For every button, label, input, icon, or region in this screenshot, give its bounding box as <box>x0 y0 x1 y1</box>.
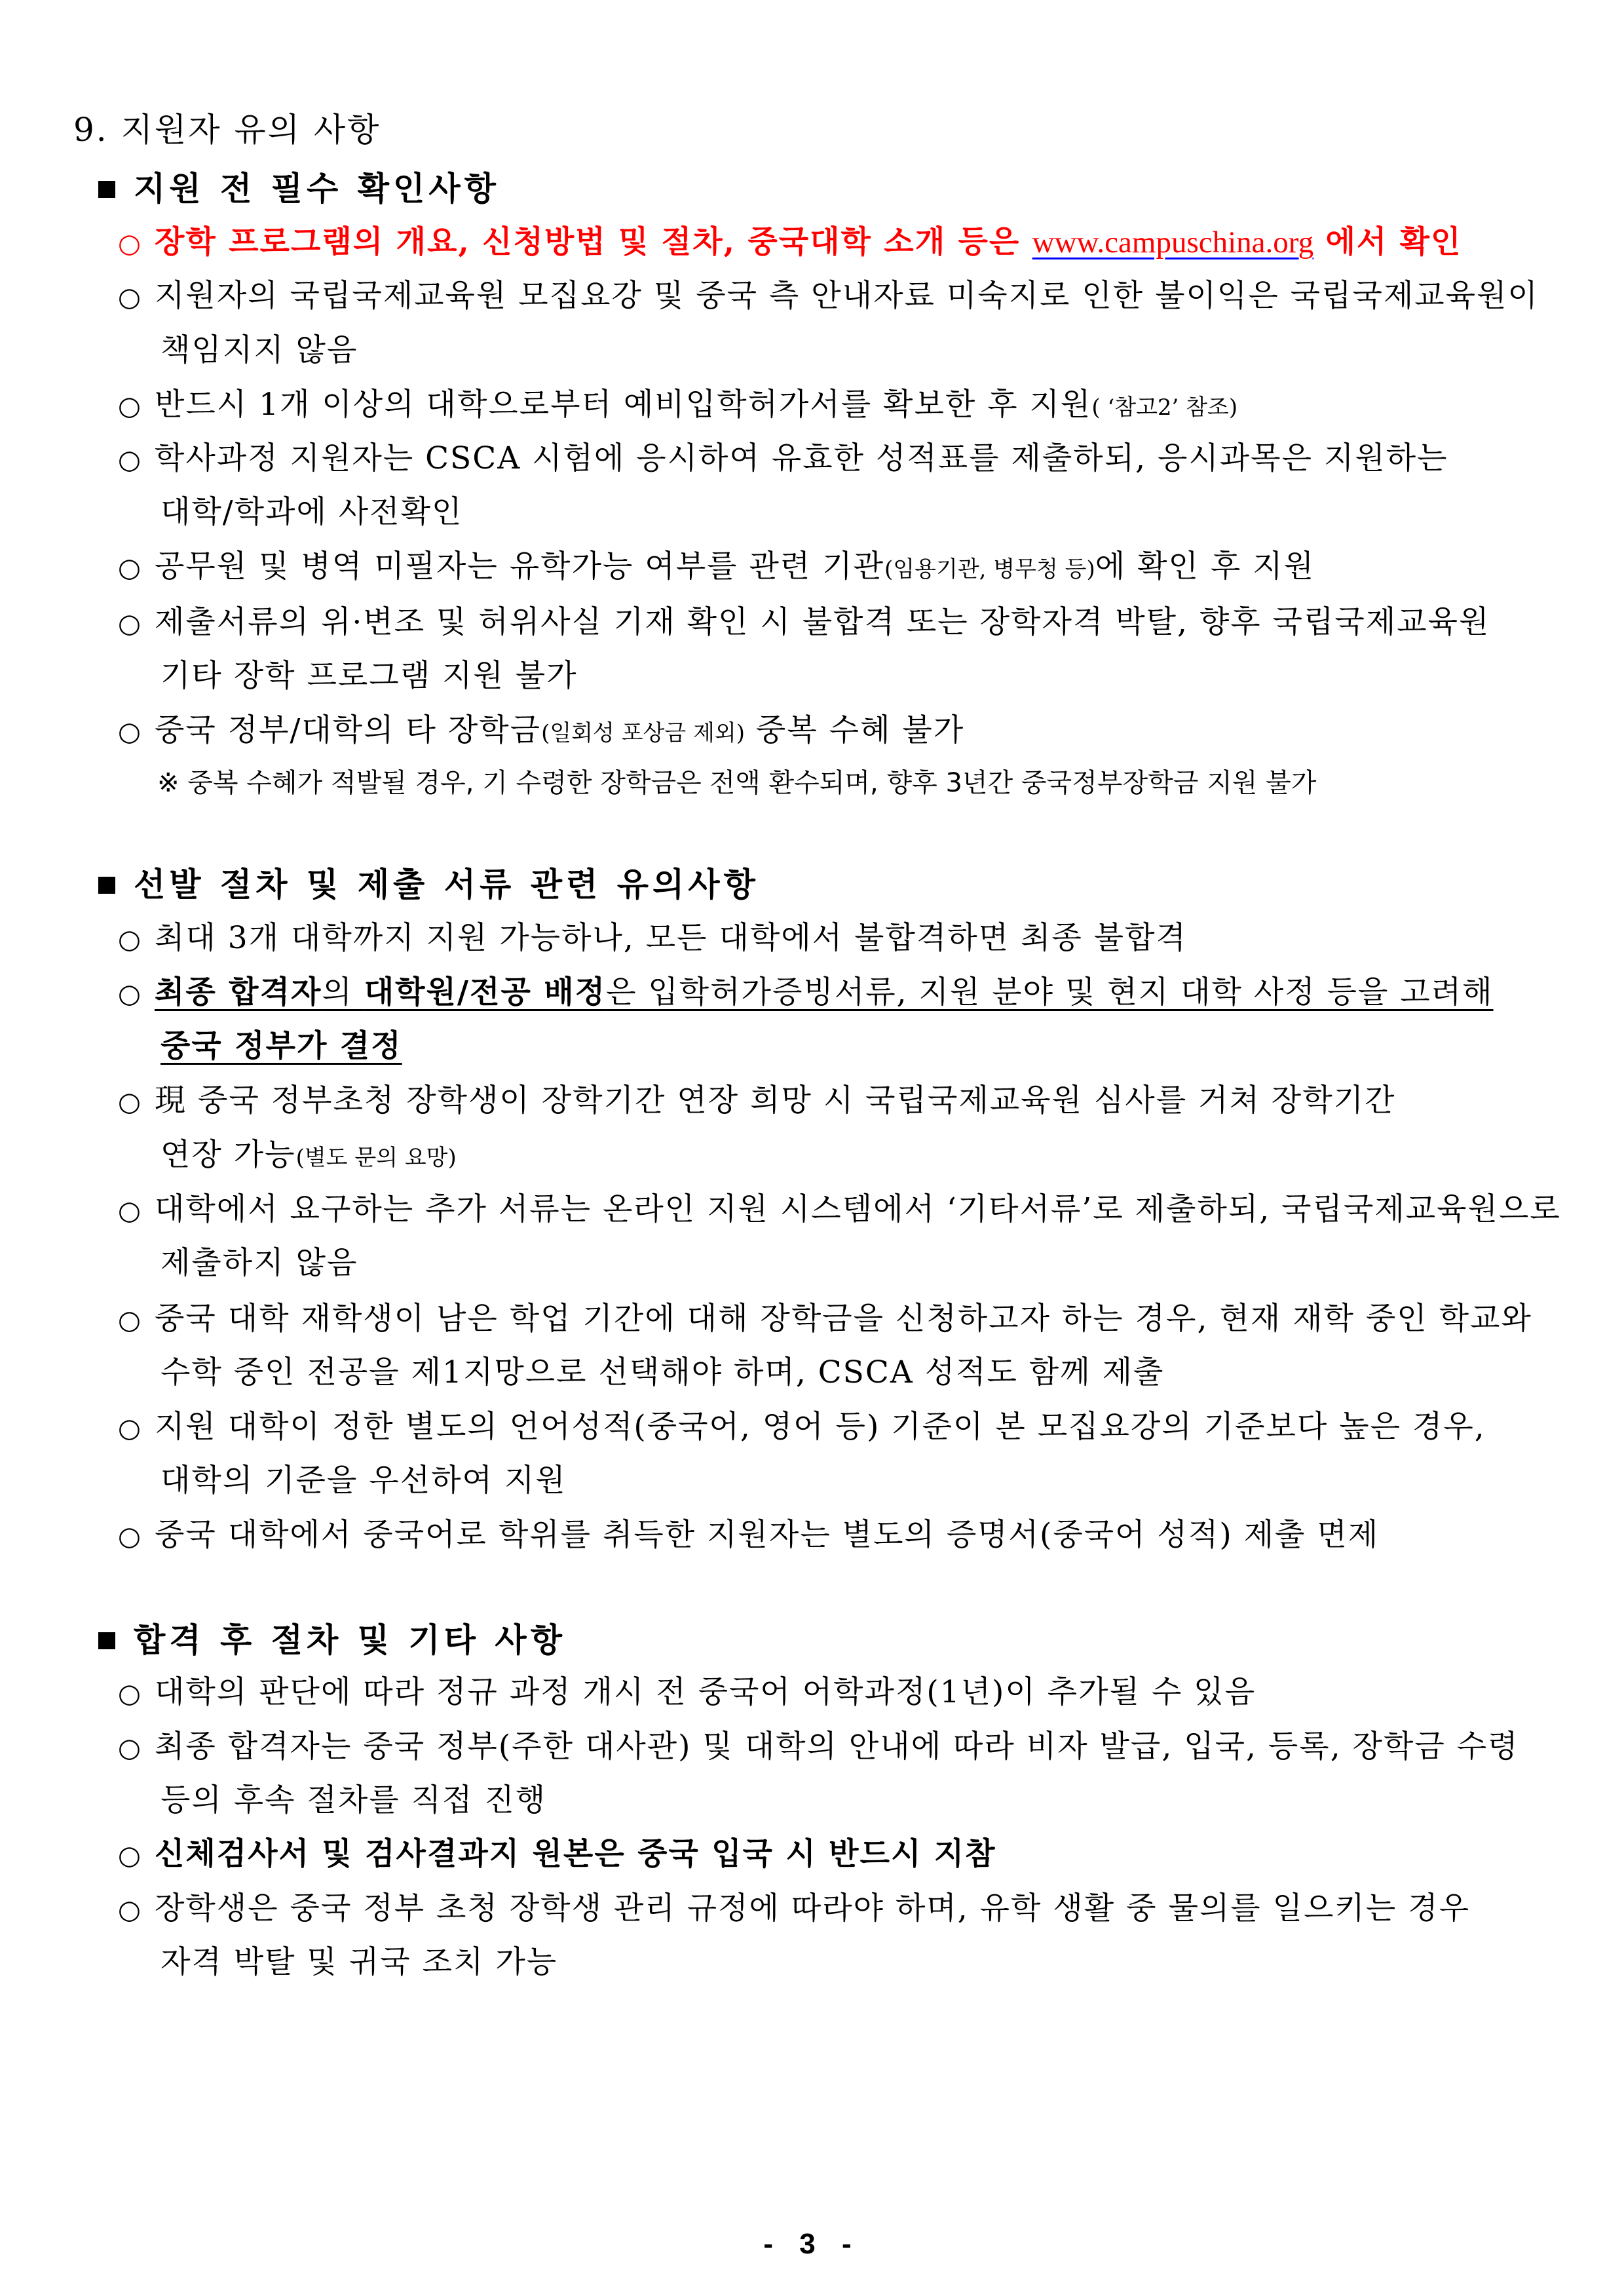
page-title: 9. 지원자 유의 사항 <box>73 111 381 149</box>
circle-bullet-icon: ○ <box>118 282 142 313</box>
list-item-continuation: 대학/학과에 사전확인 <box>161 494 463 530</box>
circle-bullet-icon: ○ <box>118 1895 142 1925</box>
list-item-continuation: 연장 가능(별도 문의 요망) <box>161 1137 457 1173</box>
section-heading-selection: 선발 절차 및 제출 서류 관련 유의사항 <box>98 865 759 904</box>
circle-bullet-icon: ○ <box>118 1087 142 1117</box>
list-item: ○ 중국 대학 재학생이 남은 학업 기간에 대해 장학금을 신청하고자 하는 경우, 현재 재학 중인 학교와 <box>118 1299 1532 1340</box>
list-item-continuation: 대학의 기준을 우선하여 지원 <box>161 1463 567 1499</box>
list-item: ○ 중국 정부/대학의 타 장학금(일회성 포상금 제외) 중복 수혜 불가 <box>118 711 964 753</box>
list-item: ○ 지원 대학이 정한 별도의 언어성적(중국어, 영어 등) 기준이 본 모집요강의 기준보다 높은 경우, <box>118 1407 1486 1448</box>
list-item: ○ 반드시 1개 이상의 대학으로부터 예비입학허가서를 확보한 후 지원( ‘참고2’ 참조) <box>118 385 1237 427</box>
list-item-continuation: 자격 박탈 및 귀국 조치 가능 <box>161 1944 558 1980</box>
list-item: ○ 최대 3개 대학까지 지원 가능하나, 모든 대학에서 불합격하면 최종 불합격 <box>118 919 1187 959</box>
section-heading-post-admission: 합격 후 절차 및 기타 사항 <box>98 1620 566 1660</box>
circle-bullet-icon: ○ <box>118 228 142 259</box>
note: ※ 중복 수혜가 적발될 경우, 기 수령한 장학금은 전액 환수되며, 향후 3년간 중국정부장학금 지원 불가 <box>157 768 1317 798</box>
list-item: ○ 최종 합격자의 대학원/전공 배정은 입학허가증빙서류, 지원 분야 및 현지 대학 사정 등을 고려해 <box>118 973 1494 1014</box>
list-item: ○ 중국 대학에서 중국어로 학위를 취득한 지원자는 별도의 증명서(중국어 성적) 제출 면제 <box>118 1516 1379 1556</box>
square-bullet-icon <box>98 877 115 894</box>
circle-bullet-icon: ○ <box>118 717 142 747</box>
list-item-continuation: 중국 정부가 결정 <box>161 1028 402 1064</box>
list-item: ○ 지원자의 국립국제교육원 모집요강 및 중국 측 안내자료 미숙지로 인한 불이익은 국립국제교육원이 <box>118 277 1539 317</box>
list-item: ○ 대학에서 요구하는 추가 서류는 온라인 지원 시스템에서 ‘기타서류’로 제출하되, 국립국제교육원으로 <box>118 1190 1561 1231</box>
circle-bullet-icon: ○ <box>118 1841 142 1871</box>
list-item: ○ 대학의 판단에 따라 정규 과정 개시 전 중국어 어학과정(1년)이 추가될 수 있음 <box>118 1673 1256 1713</box>
circle-bullet-icon: ○ <box>118 1196 142 1226</box>
circle-bullet-icon: ○ <box>118 1679 142 1709</box>
circle-bullet-icon: ○ <box>118 1413 142 1444</box>
list-item-continuation: 책임지지 않음 <box>161 332 358 368</box>
circle-bullet-icon: ○ <box>118 925 142 955</box>
list-item: ○ 공무원 및 병역 미필자는 유학가능 여부를 관련 기관(임용기관, 병무청 등)에 확인 후 지원 <box>118 547 1315 589</box>
section-heading-pre-application: 지원 전 필수 확인사항 <box>98 169 500 208</box>
list-item: ○ 최종 합격자는 중국 정부(주한 대사관) 및 대학의 안내에 따라 비자 발급, 입국, 등록, 장학금 수령 <box>118 1727 1519 1768</box>
list-item: ○ 現 중국 정부초청 장학생이 장학기간 연장 희망 시 국립국제교육원 심사를 거쳐 장학기간 <box>118 1081 1395 1122</box>
circle-bullet-icon: ○ <box>118 1733 142 1763</box>
list-item: ○ 장학생은 중국 정부 초청 장학생 관리 규정에 따라야 하며, 유학 생활 중 물의를 일으키는 경우 <box>118 1889 1470 1930</box>
list-item: ○ 제출서류의 위·변조 및 허위사실 기재 확인 시 불합격 또는 장학자격 박탈, 향후 국립국제교육원 <box>118 603 1490 643</box>
list-item-continuation: 등의 후속 절차를 직접 진행 <box>161 1782 547 1818</box>
list-item-continuation: 수학 중인 전공을 제1지망으로 선택해야 하며, CSCA 성적도 함께 제출 <box>161 1354 1165 1390</box>
list-item: ○ 장학 프로그램의 개요, 신청방법 및 절차, 중국대학 소개 등은 www.campuschina.org 에서 확인 <box>118 223 1462 263</box>
circle-bullet-icon: ○ <box>118 445 142 475</box>
square-bullet-icon <box>98 181 115 198</box>
page-number: - 3 - <box>763 2228 861 2260</box>
circle-bullet-icon: ○ <box>118 609 142 639</box>
list-item: ○ 신체검사서 및 검사결과지 원본은 중국 입국 시 반드시 지참 <box>118 1835 996 1875</box>
square-bullet-icon <box>98 1632 115 1649</box>
circle-bullet-icon: ○ <box>118 553 142 583</box>
list-item-continuation: 기타 장학 프로그램 지원 불가 <box>161 658 578 694</box>
circle-bullet-icon: ○ <box>118 1521 142 1552</box>
list-item: ○ 학사과정 지원자는 CSCA 시험에 응시하여 유효한 성적표를 제출하되, 응시과목은 지원하는 <box>118 439 1448 480</box>
list-item-continuation: 제출하지 않음 <box>161 1245 358 1281</box>
circle-bullet-icon: ○ <box>118 391 142 421</box>
circle-bullet-icon: ○ <box>118 1305 142 1335</box>
campuschina-link[interactable]: www.campuschina.org <box>1032 225 1314 259</box>
circle-bullet-icon: ○ <box>118 979 142 1009</box>
